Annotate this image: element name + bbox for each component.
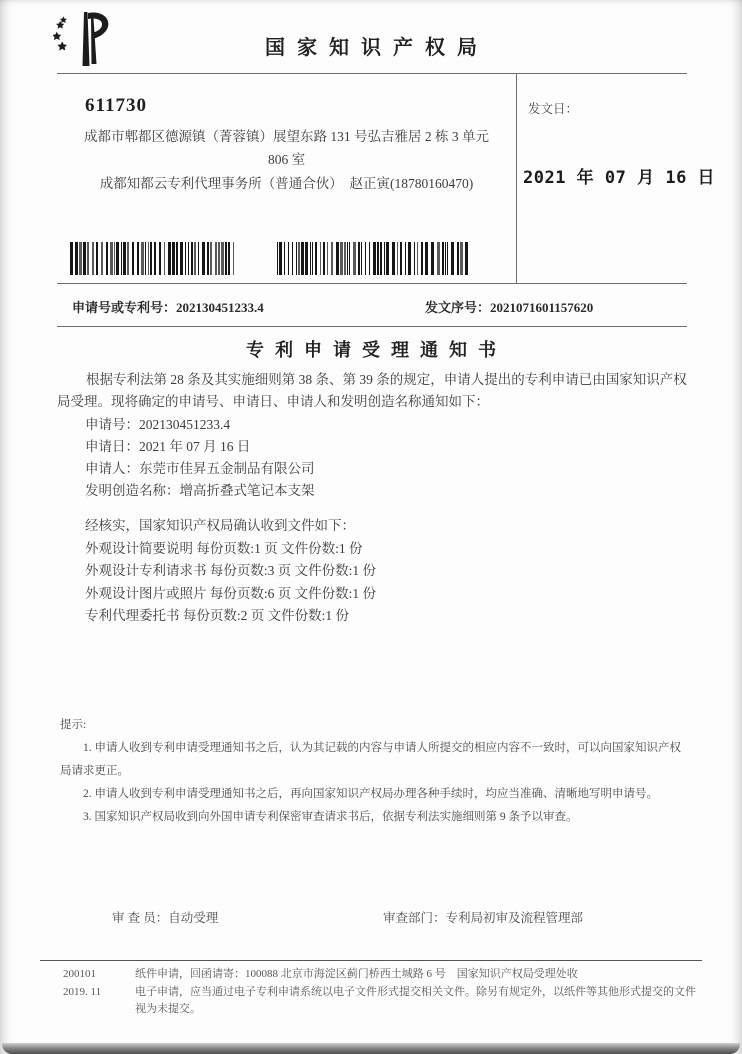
dispatch-date-label: 发文日： bbox=[528, 102, 579, 116]
header-divider bbox=[57, 73, 687, 74]
footer-code: 200101 bbox=[63, 968, 96, 980]
application-number bbox=[72, 297, 264, 316]
page-bottom-shadow bbox=[2, 1043, 740, 1054]
datebox-divider bbox=[516, 73, 517, 283]
title-divider bbox=[57, 326, 687, 327]
recipient-address bbox=[57, 125, 516, 195]
field-applicant: 申请人：东莞市佳昇五金制品有限公司 bbox=[85, 461, 315, 476]
address-line-2: 806 室 bbox=[267, 152, 306, 167]
hint-item: 3. 国家知识产权局收到向外国申请专利保密审查请求书后，依据专利法实施细则第 9 条予以审查。 bbox=[83, 811, 578, 823]
footer-notes bbox=[135, 966, 701, 1019]
hints-label: 提示: bbox=[60, 719, 87, 731]
hints-section bbox=[60, 714, 692, 829]
department-label: 审查部门： bbox=[383, 911, 446, 925]
field-application-date: 申请日：2021 年 07 月 16 日 bbox=[85, 439, 251, 454]
notice-fields bbox=[57, 414, 691, 502]
examiner bbox=[112, 908, 218, 926]
received-documents bbox=[57, 515, 691, 628]
examiner-label: 审 查 员： bbox=[112, 911, 169, 925]
field-application-number: 申请号：202130451233.4 bbox=[85, 417, 231, 432]
footer-divider bbox=[40, 960, 702, 961]
notice-title: 专利申请受理通知书 bbox=[246, 340, 507, 360]
agency-title: 国家知识产权局 bbox=[265, 37, 489, 59]
field-invention-title: 发明创造名称：增高折叠式笔记本支架 bbox=[85, 483, 315, 498]
notice-intro: 根据专利法第 28 条及其实施细则第 38 条、第 39 条的规定，申请人提出的专利申请已由国家知识产权局受理。现将确定的申请号、申请日、申请人和发明创造名称通知如下： bbox=[57, 372, 687, 409]
received-header: 经核实，国家知识产权局确认收到文件如下： bbox=[85, 518, 355, 533]
dispatch-serial-number bbox=[425, 297, 593, 316]
application-number-label: 申请号或专利号： bbox=[72, 300, 177, 315]
dispatch-date-value: 2021 年 07 月 16 日 bbox=[523, 168, 716, 188]
hint-item: 2. 申请人收到专利申请受理通知书之后，再向国家知识产权局办理各种手续时，均应当准确、清晰地写明申请号。 bbox=[83, 788, 658, 800]
address-line-1: 成都市郫都区德源镇（菁蓉镇）展望东路 131 号弘吉雅居 2 栋 3 单元 bbox=[84, 129, 489, 144]
barcode-left bbox=[70, 242, 240, 275]
footer-paper-note: 纸件申请，回函请寄：100088 北京市海淀区蓟门桥西土城路 6 号 国家知识产权局受理处收 bbox=[135, 968, 578, 980]
examination-department bbox=[383, 908, 583, 926]
address-block-divider bbox=[57, 283, 687, 284]
agent-line: 成都知都云专利代理事务所（普通合伙） 赵正寅(18780160470) bbox=[99, 176, 474, 191]
received-doc-row: 专利代理委托书 每份页数:2 页 文件份数:1 份 bbox=[85, 608, 350, 623]
footer-electronic-note: 电子申请，应当通过电子专利申请系统以电子文件形式提交相关文件。除另有规定外，以纸件等其他形式提交的文件视为未提交。 bbox=[135, 985, 696, 1015]
department-value: 专利局初审及流程管理部 bbox=[445, 911, 584, 925]
serial-number-value: 2021071601157620 bbox=[490, 300, 594, 315]
hint-item: 1. 申请人收到专利申请受理通知书之后，认为其记载的内容与申请人所提交的相应内容不一致时，可以向国家知识产权局请求更正。 bbox=[60, 742, 681, 777]
footer-code: 2019. 11 bbox=[63, 985, 102, 998]
notice-body bbox=[57, 369, 691, 628]
postal-code: 611730 bbox=[85, 95, 147, 116]
received-doc-row: 外观设计图片或照片 每份页数:6 页 文件份数:1 份 bbox=[85, 585, 377, 601]
received-doc-row: 外观设计专利请求书 每份页数:3 页 文件份数:1 份 bbox=[85, 563, 377, 578]
barcode-right bbox=[277, 242, 470, 275]
received-doc-row: 外观设计简要说明 每份页数:1 页 文件份数:1 份 bbox=[85, 540, 363, 556]
examiner-value: 自动受理 bbox=[168, 911, 219, 925]
application-number-value: 202130451233.4 bbox=[176, 300, 264, 315]
serial-number-label: 发文序号： bbox=[425, 300, 491, 315]
footer-form-codes bbox=[63, 966, 101, 1001]
